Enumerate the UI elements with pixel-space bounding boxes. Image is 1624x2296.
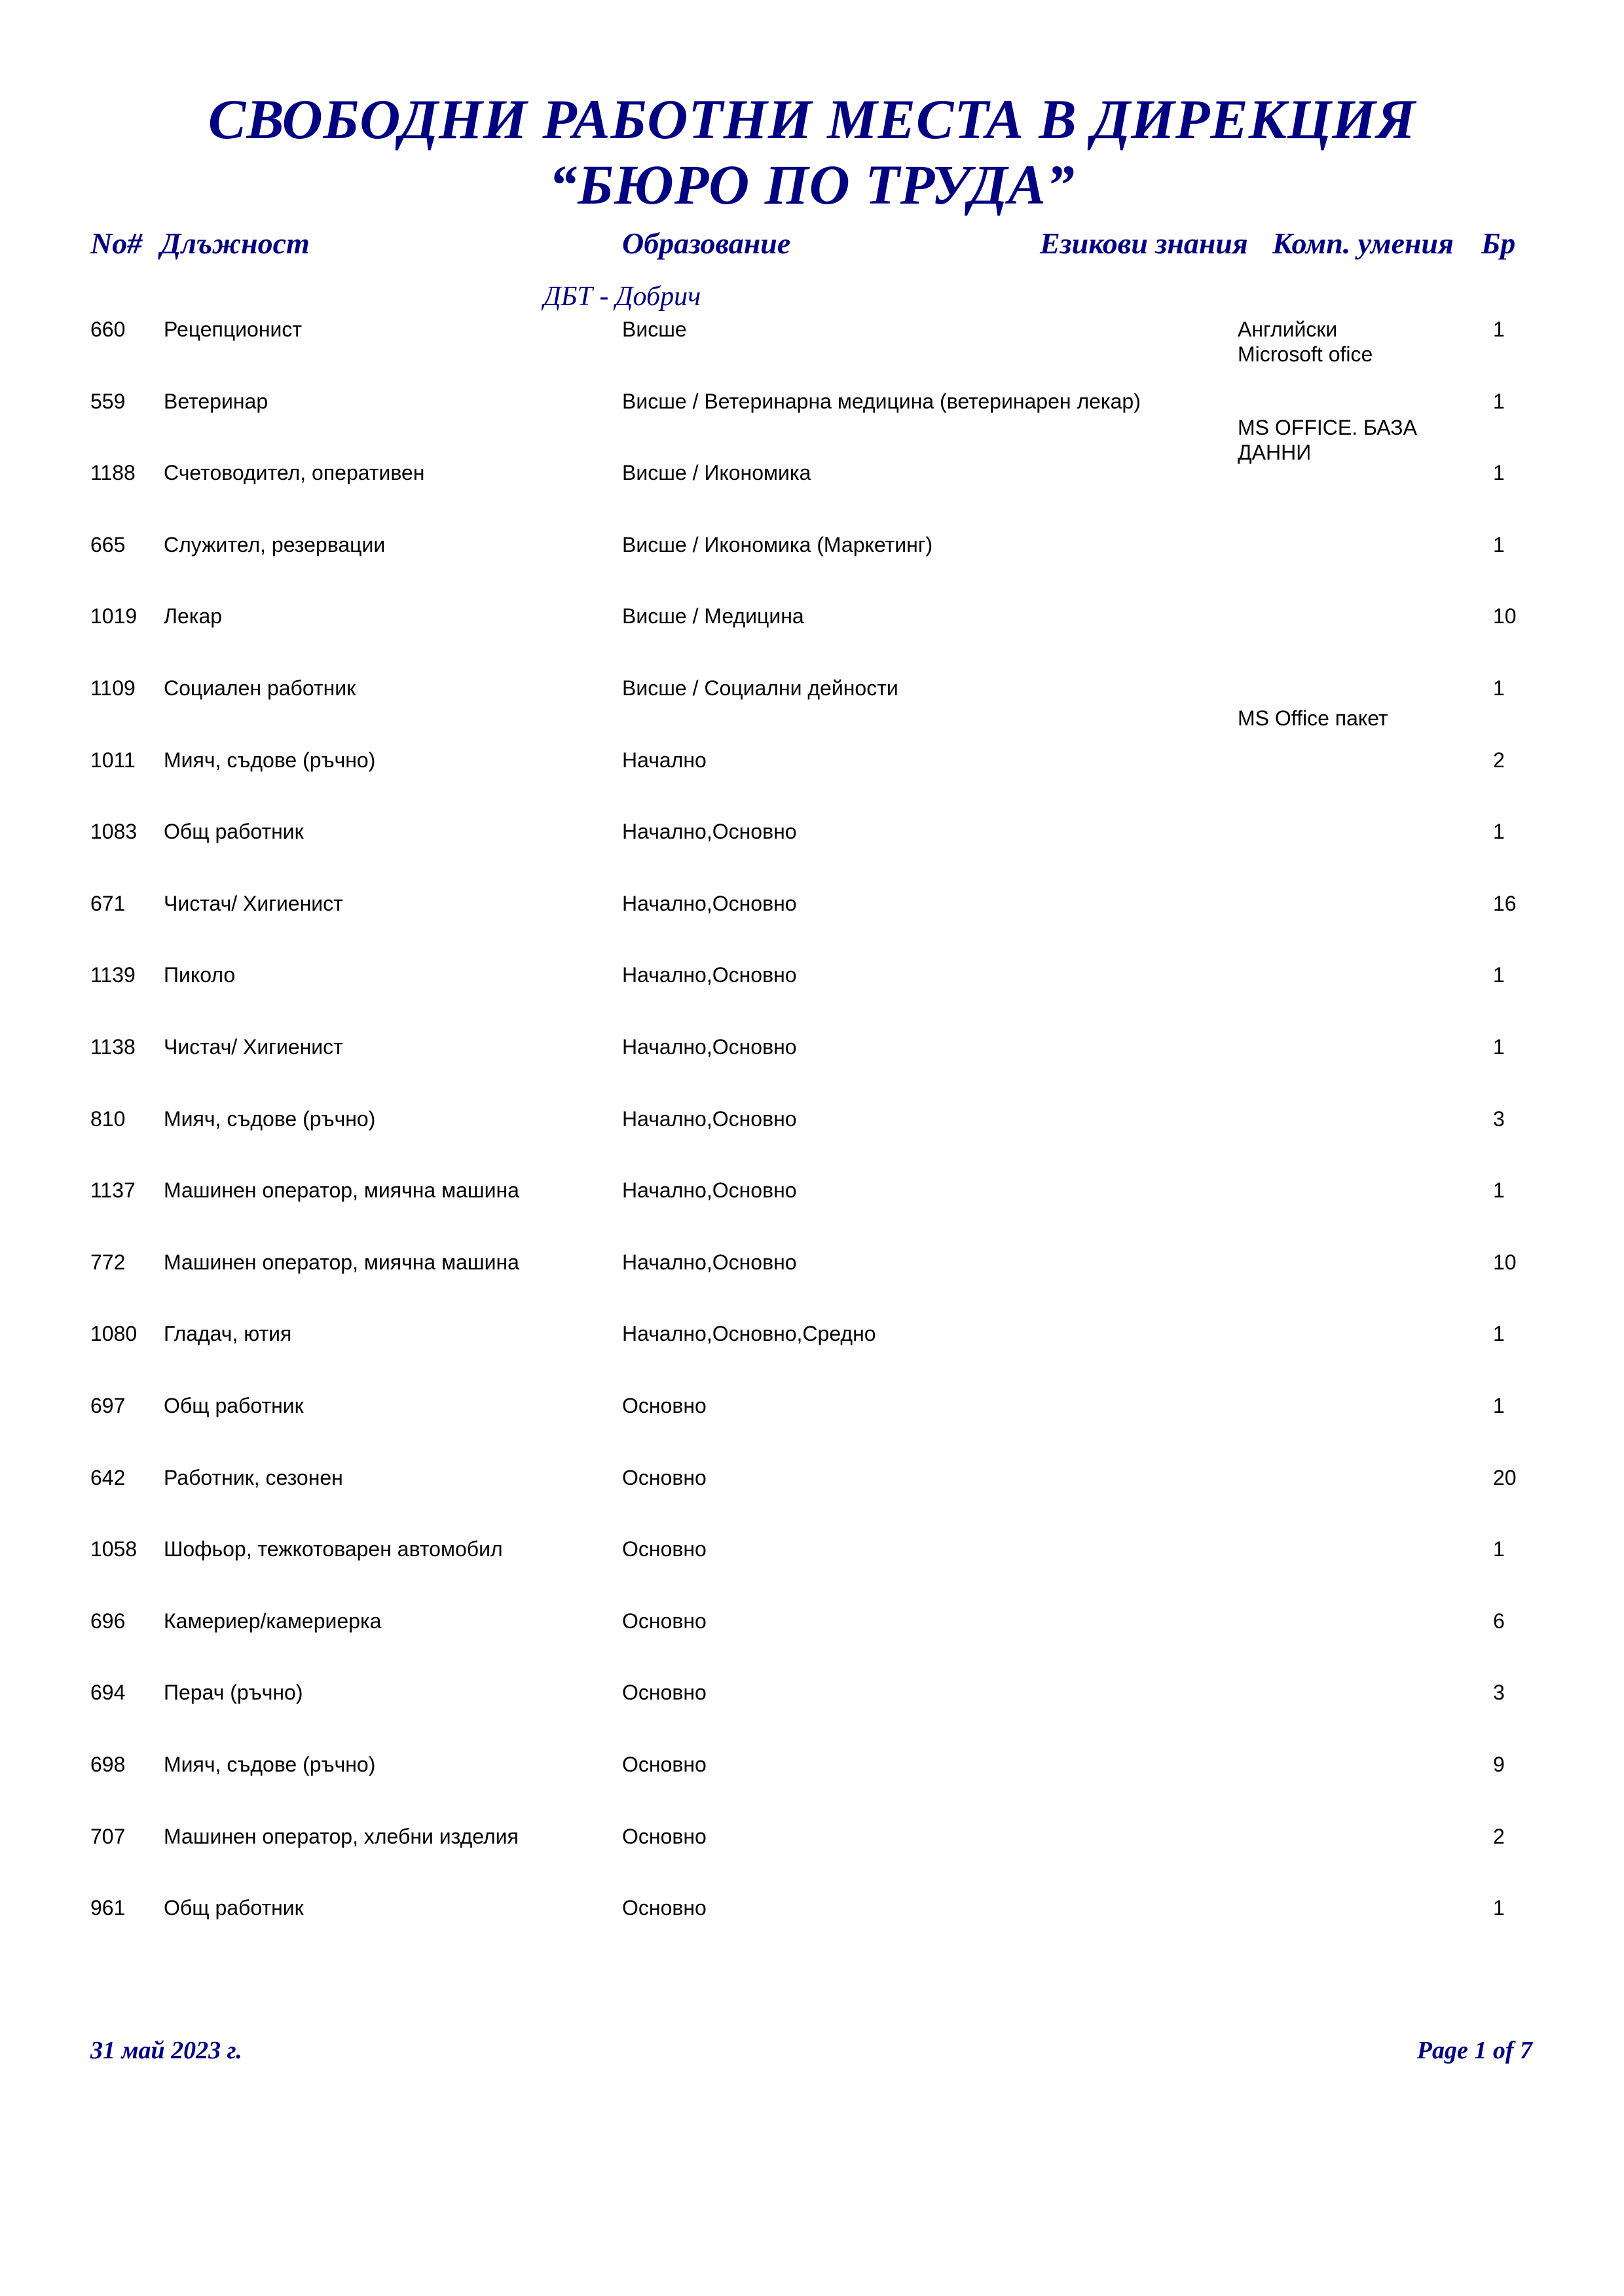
table-row xyxy=(0,1393,1624,1459)
table-row xyxy=(0,1106,1624,1172)
table-row xyxy=(0,1824,1624,1889)
document-title-line1: СВОБОДНИ РАБОТНИ МЕСТА В ДИРЕКЦИЯ xyxy=(208,88,1416,151)
footer-date: 31 май 2023 г. xyxy=(90,2037,242,2064)
cell-count: 9 xyxy=(1493,1753,1505,1776)
column-header-languages: Езикови знания xyxy=(1040,227,1248,260)
table-row xyxy=(0,1178,1624,1243)
table-row xyxy=(0,1465,1624,1531)
cell-number: 559 xyxy=(90,390,126,413)
cell-number: 810 xyxy=(90,1107,126,1131)
table-row xyxy=(0,819,1624,884)
cell-count: 1 xyxy=(1493,676,1505,700)
cell-number: 697 xyxy=(90,1394,126,1417)
cell-education: Начално,Основно xyxy=(622,1250,797,1274)
cell-count: 10 xyxy=(1493,604,1517,628)
column-header-position: Длъжност xyxy=(160,227,310,260)
cell-position: Служител, резервации xyxy=(164,533,386,556)
cell-count: 2 xyxy=(1493,748,1505,772)
cell-position: Машинен оператор, хлебни изделия xyxy=(164,1825,519,1848)
cell-education: Основно xyxy=(622,1681,707,1704)
computer-skill-note: MS Office пакет xyxy=(1238,706,1388,730)
cell-position: Перач (ръчно) xyxy=(164,1681,303,1704)
cell-number: 698 xyxy=(90,1753,126,1776)
cell-education: Основно xyxy=(622,1466,707,1489)
cell-number: 694 xyxy=(90,1681,126,1704)
cell-count: 1 xyxy=(1493,1178,1505,1202)
table-row xyxy=(0,1250,1624,1315)
cell-count: 1 xyxy=(1493,820,1505,843)
table-row xyxy=(0,962,1624,1028)
cell-count: 2 xyxy=(1493,1825,1505,1848)
cell-number: 772 xyxy=(90,1250,126,1274)
cell-count: 16 xyxy=(1493,892,1517,915)
cell-education: Висше xyxy=(622,318,687,341)
cell-education: Висше / Ветеринарна медицина (ветеринарен лекар) xyxy=(622,390,1141,413)
cell-education: Начално,Основно,Средно xyxy=(622,1322,876,1345)
cell-education: Начално,Основно xyxy=(622,1178,797,1202)
column-header-computer-skills: Комп. умения xyxy=(1272,227,1454,260)
cell-count: 3 xyxy=(1493,1107,1505,1131)
cell-count: 10 xyxy=(1493,1250,1517,1274)
cell-number: 1019 xyxy=(90,604,138,628)
cell-position: Чистач/ Хигиенист xyxy=(164,892,343,915)
cell-education: Начално,Основно xyxy=(622,892,797,915)
cell-education: Висше / Социални дейности xyxy=(622,676,898,700)
table-row xyxy=(0,891,1624,957)
cell-number: 671 xyxy=(90,892,126,915)
cell-number: 665 xyxy=(90,533,126,556)
cell-number: 1083 xyxy=(90,820,138,843)
table-row xyxy=(0,1752,1624,1817)
cell-position: Ветеринар xyxy=(164,390,268,413)
cell-number: 1011 xyxy=(90,748,136,772)
cell-position: Социален работник xyxy=(164,676,356,700)
cell-position: Шофьор, тежкотоварен автомобил xyxy=(164,1537,503,1561)
column-header-education: Образование xyxy=(622,227,791,260)
cell-position: Машинен оператор, миячна машина xyxy=(164,1250,519,1274)
cell-computer-skills: Microsoft ofice xyxy=(1238,342,1373,366)
cell-number: 707 xyxy=(90,1825,126,1848)
cell-education: Начално,Основно xyxy=(622,963,797,987)
column-header-count: Бр xyxy=(1481,227,1516,260)
cell-count: 1 xyxy=(1493,1896,1505,1920)
cell-education: Начално xyxy=(622,748,707,772)
cell-number: 1058 xyxy=(90,1537,138,1561)
cell-number: 1109 xyxy=(90,676,136,700)
footer-page-number: Page 1 of 7 xyxy=(1416,2037,1532,2064)
table-row xyxy=(0,748,1624,813)
cell-position: Рецепционист xyxy=(164,318,303,341)
table-row xyxy=(0,317,1624,382)
cell-count: 1 xyxy=(1493,533,1505,556)
table-row xyxy=(0,1609,1624,1674)
cell-count: 3 xyxy=(1493,1681,1505,1704)
cell-number: 696 xyxy=(90,1609,126,1633)
cell-education: Основно xyxy=(622,1609,707,1633)
cell-position: Работник, сезонен xyxy=(164,1466,343,1489)
cell-education: Основно xyxy=(622,1825,707,1848)
table-row xyxy=(0,1680,1624,1745)
cell-count: 6 xyxy=(1493,1609,1505,1633)
cell-number: 642 xyxy=(90,1466,126,1489)
cell-education: Начално,Основно xyxy=(622,1035,797,1059)
cell-count: 20 xyxy=(1493,1466,1517,1489)
cell-education: Основно xyxy=(622,1537,707,1561)
cell-count: 1 xyxy=(1493,461,1505,484)
cell-position: Мияч, съдове (ръчно) xyxy=(164,1753,376,1776)
table-row xyxy=(0,1034,1624,1100)
table-row xyxy=(0,1321,1624,1387)
document-title-line2: “БЮРО ПО ТРУДА” xyxy=(549,153,1075,216)
cell-number: 660 xyxy=(90,318,126,341)
cell-number: 1188 xyxy=(90,461,136,484)
cell-position: Пиколо xyxy=(164,963,236,987)
cell-count: 1 xyxy=(1493,1394,1505,1417)
cell-number: 1080 xyxy=(90,1322,138,1345)
column-header-no: No# xyxy=(90,227,143,260)
table-row xyxy=(0,604,1624,669)
cell-education: Висше / Икономика (Маркетинг) xyxy=(622,533,933,556)
section-heading: ДБТ - Добрич xyxy=(544,282,701,312)
cell-position: Машинен оператор, миячна машина xyxy=(164,1178,519,1202)
cell-number: 1137 xyxy=(90,1178,136,1202)
cell-position: Лекар xyxy=(164,604,223,628)
cell-position: Мияч, съдове (ръчно) xyxy=(164,748,376,772)
cell-position: Счетоводител, оперативен xyxy=(164,461,425,484)
cell-count: 1 xyxy=(1493,390,1505,413)
table-row xyxy=(0,460,1624,526)
cell-education: Висше / Медицина xyxy=(622,604,804,628)
cell-education: Основно xyxy=(622,1394,707,1417)
table-row xyxy=(0,1895,1624,1961)
cell-position: Гладач, ютия xyxy=(164,1322,292,1345)
cell-education: Основно xyxy=(622,1896,707,1920)
cell-number: 961 xyxy=(90,1896,126,1920)
cell-count: 1 xyxy=(1493,1035,1505,1059)
cell-education: Основно xyxy=(622,1753,707,1776)
cell-position: Мияч, съдове (ръчно) xyxy=(164,1107,376,1131)
cell-education: Висше / Икономика xyxy=(622,461,811,484)
cell-count: 1 xyxy=(1493,318,1505,341)
cell-position: Общ работник xyxy=(164,820,304,843)
cell-position: Общ работник xyxy=(164,1394,304,1417)
cell-number: 1138 xyxy=(90,1035,136,1059)
computer-skill-note: MS OFFICE. БАЗА ДАННИ xyxy=(1238,416,1417,464)
cell-education: Начално,Основно xyxy=(622,820,797,843)
cell-count: 1 xyxy=(1493,1322,1505,1345)
cell-number: 1139 xyxy=(90,963,136,987)
cell-position: Чистач/ Хигиенист xyxy=(164,1035,343,1059)
table-row xyxy=(0,1537,1624,1602)
cell-count: 1 xyxy=(1493,963,1505,987)
cell-position: Камериер/камериерка xyxy=(164,1609,382,1633)
cell-education: Начално,Основно xyxy=(622,1107,797,1131)
cell-languages: Английски xyxy=(1238,318,1338,341)
cell-count: 1 xyxy=(1493,1537,1505,1561)
cell-position: Общ работник xyxy=(164,1896,304,1920)
table-row xyxy=(0,532,1624,598)
